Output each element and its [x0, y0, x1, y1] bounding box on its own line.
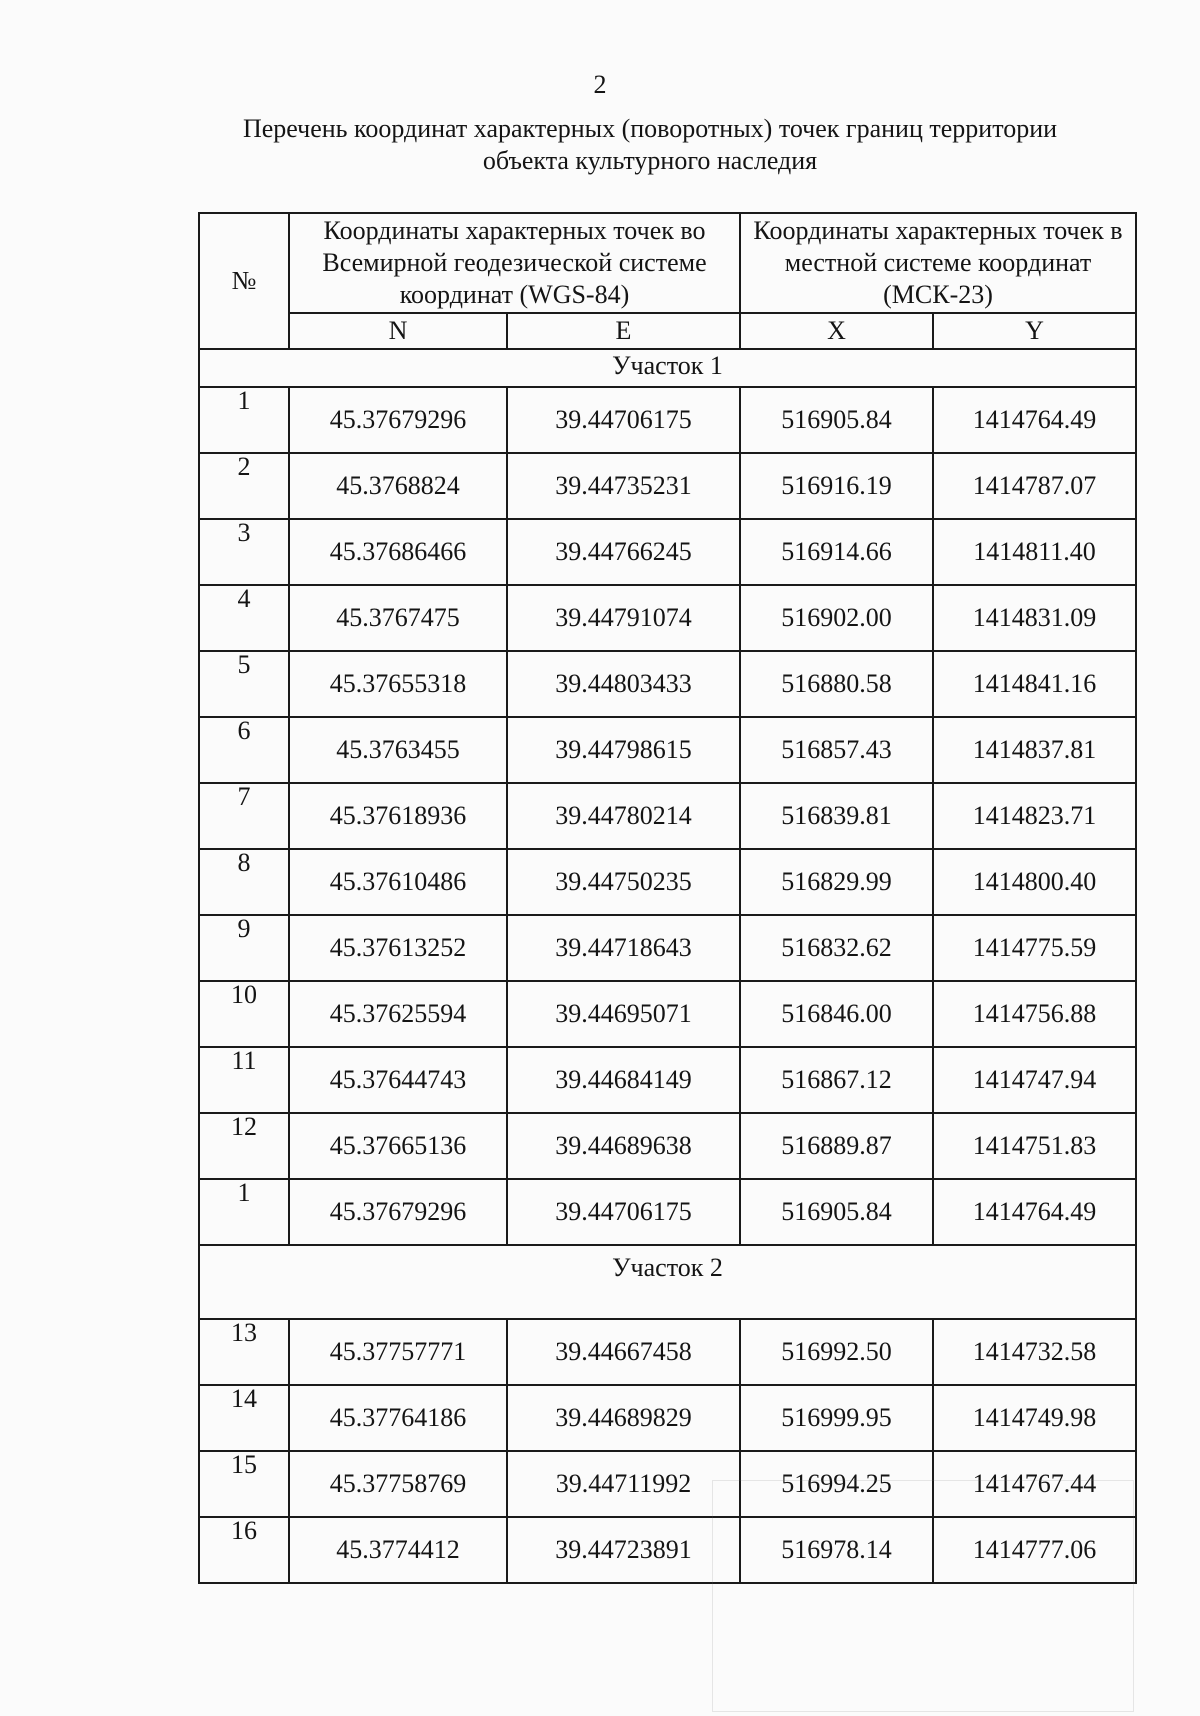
wgs-n-cell: 45.3767475	[289, 585, 507, 651]
msk-x-cell: 516846.00	[740, 981, 933, 1047]
section-title: Участок 1	[199, 349, 1136, 387]
msk-x-cell: 516832.62	[740, 915, 933, 981]
msk-y-cell: 1414777.06	[933, 1517, 1136, 1583]
column-group-wgs84: Координаты характерных точек во Всемирной геодезической системе координат (WGS-84)	[289, 213, 740, 313]
msk-y-cell: 1414787.07	[933, 453, 1136, 519]
table-row	[199, 1179, 1136, 1245]
page-number: 2	[593, 70, 607, 99]
point-number-cell: 4	[199, 585, 289, 651]
msk-y-cell: 1414837.81	[933, 717, 1136, 783]
column-group-msk23: Координаты характерных точек в местной системе координат (МСК-23)	[740, 213, 1136, 313]
point-number-cell: 3	[199, 519, 289, 585]
msk-y-cell: 1414764.49	[933, 387, 1136, 453]
page-title-line-1: Перечень координат характерных (поворотных) точек границ территории	[242, 114, 1058, 143]
msk-x-cell: 516889.87	[740, 1113, 933, 1179]
wgs-e-cell: 39.44689829	[507, 1385, 740, 1451]
msk-x-cell: 516829.99	[740, 849, 933, 915]
wgs-n-cell: 45.37679296	[289, 387, 507, 453]
wgs-e-cell: 39.44695071	[507, 981, 740, 1047]
table-row	[199, 387, 1136, 453]
msk-x-cell: 516839.81	[740, 783, 933, 849]
wgs-e-cell: 39.44689638	[507, 1113, 740, 1179]
msk-x-cell: 516999.95	[740, 1385, 933, 1451]
table-row	[199, 585, 1136, 651]
table-row	[199, 1113, 1136, 1179]
point-number-cell: 14	[199, 1385, 289, 1451]
table-row	[199, 783, 1136, 849]
column-header-x: X	[740, 313, 933, 349]
wgs-e-cell: 39.44684149	[507, 1047, 740, 1113]
section-row	[199, 1245, 1136, 1319]
wgs-n-cell: 45.37655318	[289, 651, 507, 717]
table-row	[199, 915, 1136, 981]
wgs-e-cell: 39.44780214	[507, 783, 740, 849]
msk-y-cell: 1414764.49	[933, 1179, 1136, 1245]
table-row	[199, 717, 1136, 783]
point-number-cell: 11	[199, 1047, 289, 1113]
wgs-e-cell: 39.44750235	[507, 849, 740, 915]
msk-y-cell: 1414811.40	[933, 519, 1136, 585]
column-header-e: E	[507, 313, 740, 349]
point-number-cell: 7	[199, 783, 289, 849]
msk-x-cell: 516916.19	[740, 453, 933, 519]
point-number-cell: 8	[199, 849, 289, 915]
table-body	[199, 349, 1136, 1583]
wgs-n-cell: 45.37758769	[289, 1451, 507, 1517]
msk-y-cell: 1414756.88	[933, 981, 1136, 1047]
column-header-n: N	[289, 313, 507, 349]
wgs-n-cell: 45.37757771	[289, 1319, 507, 1385]
msk-x-cell: 516905.84	[740, 1179, 933, 1245]
wgs-e-cell: 39.44791074	[507, 585, 740, 651]
point-number-cell: 15	[199, 1451, 289, 1517]
wgs-n-cell: 45.37625594	[289, 981, 507, 1047]
wgs-n-cell: 45.3768824	[289, 453, 507, 519]
wgs-n-cell: 45.37610486	[289, 849, 507, 915]
wgs-n-cell: 45.3763455	[289, 717, 507, 783]
table-row	[199, 981, 1136, 1047]
msk-y-cell: 1414749.98	[933, 1385, 1136, 1451]
table-row	[199, 1385, 1136, 1451]
msk-x-cell: 516905.84	[740, 387, 933, 453]
point-number-cell: 16	[199, 1517, 289, 1583]
point-number-cell: 1	[199, 387, 289, 453]
point-number-cell: 9	[199, 915, 289, 981]
table-row	[199, 849, 1136, 915]
msk-y-cell: 1414732.58	[933, 1319, 1136, 1385]
wgs-e-cell: 39.44766245	[507, 519, 740, 585]
table-row	[199, 1319, 1136, 1385]
coordinates-table	[198, 212, 1137, 1584]
section-title: Участок 2	[199, 1245, 1136, 1319]
point-number-cell: 2	[199, 453, 289, 519]
msk-y-cell: 1414800.40	[933, 849, 1136, 915]
wgs-n-cell: 45.37764186	[289, 1385, 507, 1451]
wgs-e-cell: 39.44803433	[507, 651, 740, 717]
stamp	[712, 1480, 1134, 1712]
msk-x-cell: 516994.25	[740, 1451, 933, 1517]
wgs-n-cell: 45.37679296	[289, 1179, 507, 1245]
page-title	[180, 113, 1120, 177]
point-number-cell: 1	[199, 1179, 289, 1245]
wgs-e-cell: 39.44735231	[507, 453, 740, 519]
msk-y-cell: 1414767.44	[933, 1451, 1136, 1517]
table-row	[199, 519, 1136, 585]
msk-x-cell: 516902.00	[740, 585, 933, 651]
msk-y-cell: 1414775.59	[933, 915, 1136, 981]
msk-x-cell: 516992.50	[740, 1319, 933, 1385]
wgs-e-cell: 39.44718643	[507, 915, 740, 981]
wgs-n-cell: 45.3774412	[289, 1517, 507, 1583]
wgs-e-cell: 39.44798615	[507, 717, 740, 783]
msk-y-cell: 1414747.94	[933, 1047, 1136, 1113]
wgs-n-cell: 45.37618936	[289, 783, 507, 849]
msk-x-cell: 516867.12	[740, 1047, 933, 1113]
point-number-cell: 5	[199, 651, 289, 717]
msk-y-cell: 1414823.71	[933, 783, 1136, 849]
column-header-y: Y	[933, 313, 1136, 349]
page-title-line-2: объекта культурного наследия	[482, 146, 818, 175]
point-number-cell: 12	[199, 1113, 289, 1179]
point-number-cell: 6	[199, 717, 289, 783]
msk-x-cell: 516857.43	[740, 717, 933, 783]
wgs-e-cell: 39.44723891	[507, 1517, 740, 1583]
table-row	[199, 651, 1136, 717]
msk-x-cell: 516914.66	[740, 519, 933, 585]
msk-y-cell: 1414831.09	[933, 585, 1136, 651]
table-row	[199, 453, 1136, 519]
msk-y-cell: 1414841.16	[933, 651, 1136, 717]
wgs-e-cell: 39.44711992	[507, 1451, 740, 1517]
point-number-cell: 10	[199, 981, 289, 1047]
wgs-e-cell: 39.44667458	[507, 1319, 740, 1385]
point-number-cell: 13	[199, 1319, 289, 1385]
msk-x-cell: 516880.58	[740, 651, 933, 717]
wgs-n-cell: 45.37665136	[289, 1113, 507, 1179]
wgs-n-cell: 45.37644743	[289, 1047, 507, 1113]
msk-x-cell: 516978.14	[740, 1517, 933, 1583]
msk-y-cell: 1414751.83	[933, 1113, 1136, 1179]
wgs-e-cell: 39.44706175	[507, 1179, 740, 1245]
wgs-n-cell: 45.37613252	[289, 915, 507, 981]
column-header-number: №	[199, 213, 289, 349]
wgs-n-cell: 45.37686466	[289, 519, 507, 585]
wgs-e-cell: 39.44706175	[507, 387, 740, 453]
section-row	[199, 349, 1136, 387]
table-row	[199, 1047, 1136, 1113]
